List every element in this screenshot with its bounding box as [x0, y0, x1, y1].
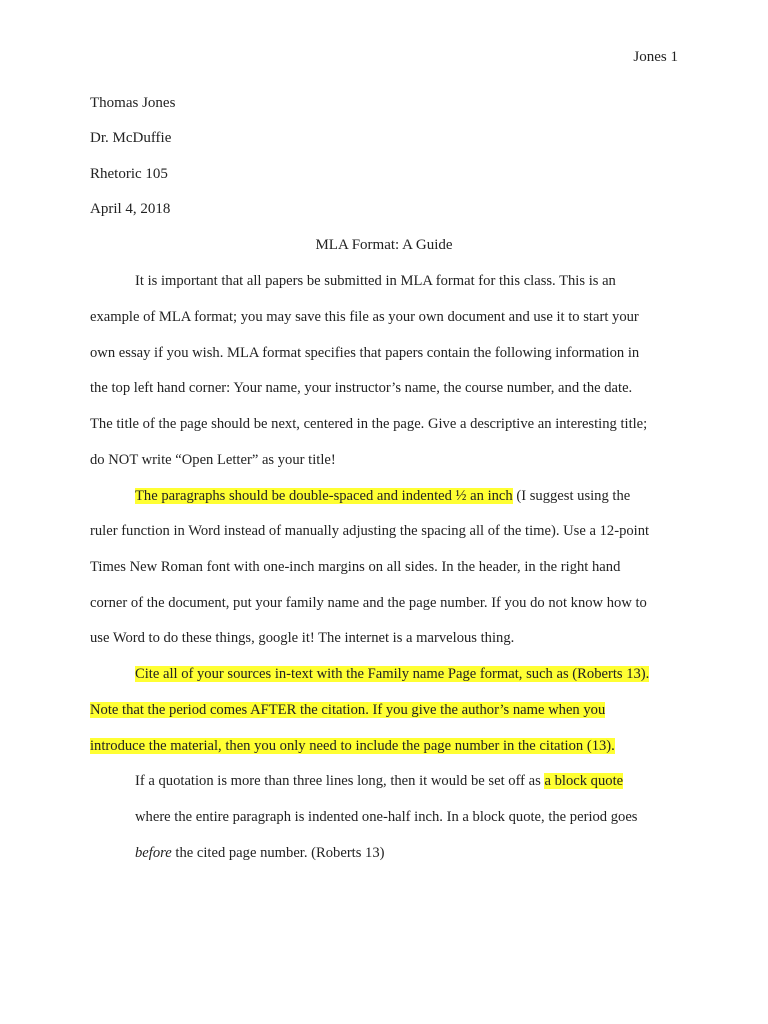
paragraph-line: ruler function in Word instead of manually adjusting the spacing all of the time). Use a 12-point [90, 523, 650, 539]
paragraph-line: Times New Roman font with one-inch margins on all sides. In the header, in the right hand [90, 559, 621, 575]
block-quote-line [135, 843, 385, 863]
paragraph-line: It is important that all papers be submitted in MLA format for this class. This is an [135, 273, 616, 289]
highlighted-text: introduce the material, then you only need to include the page number in the citation (13). [90, 738, 615, 754]
highlighted-text: Cite all of your sources in-text with the Family name Page format, such as (Roberts 13). [135, 666, 650, 682]
paragraph-line: The title of the page should be next, centered in the page. Give a descriptive an interesting title; [90, 416, 648, 432]
paragraph-line [135, 486, 630, 506]
paragraph-line [135, 664, 649, 684]
author-name: Thomas Jones [90, 95, 176, 111]
paragraph-line: corner of the document, put your family name and the page number. If you do not know how to [90, 595, 647, 611]
italic-text: before [135, 845, 172, 861]
paragraph-line: use Word to do these things, google it! The internet is a marvelous thing. [90, 630, 515, 646]
document-title: MLA Format: A Guide [315, 237, 453, 253]
course-name: Rhetoric 105 [90, 166, 168, 182]
highlighted-text: The paragraphs should be double-spaced and indented ½ an inch [135, 488, 513, 504]
block-quote-line: where the entire paragraph is indented one-half inch. In a block quote, the period goes [135, 809, 638, 825]
document-date: April 4, 2018 [90, 201, 171, 217]
paragraph-line: example of MLA format; you may save this file as your own document and use it to start your [90, 309, 639, 325]
highlighted-text: a block quote [544, 773, 624, 789]
paragraph-line [90, 736, 615, 756]
block-quote-text: If a quotation is more than three lines long, then it would be set off as [135, 773, 545, 789]
paragraph-line: own essay if you wish. MLA format specifies that papers contain the following information in [90, 345, 640, 361]
instructor-name: Dr. McDuffie [90, 130, 172, 146]
paragraph-line: the top left hand corner: Your name, your instructor’s name, the course number, and the date. [90, 380, 633, 396]
block-quote-line [135, 771, 623, 791]
paragraph-text: (I suggest using the [512, 488, 631, 504]
block-quote-text: the cited page number. (Roberts 13) [171, 845, 385, 861]
highlighted-text: Note that the period comes AFTER the citation. If you give the author’s name when you [90, 702, 606, 718]
paragraph-line: do NOT write “Open Letter” as your title! [90, 452, 336, 468]
paragraph-line [90, 700, 605, 720]
running-head: Jones 1 [633, 49, 678, 65]
